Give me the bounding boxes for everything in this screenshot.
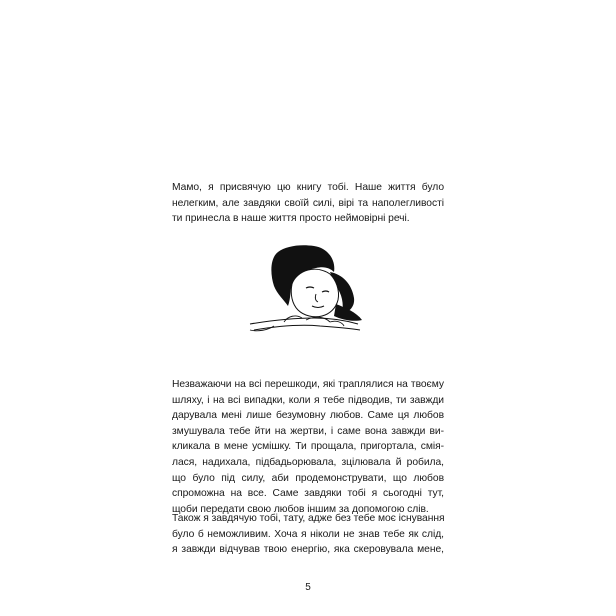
dedication-line: ти принесла в наше життя просто неймовірні речі. xyxy=(172,213,410,225)
paragraph-line: було б неможливим. Хоча я ніколи не знав тебе як слід, xyxy=(172,528,444,540)
paragraph-line: Також я завдячую тобі, тату, адже без тебе моє існування xyxy=(172,513,445,524)
paragraph-line: дарувала мені лише безумовну любов. Саме ця любов xyxy=(172,410,444,422)
dedication-line: нелегким, але завдяки своїй силі, вірі та наполегливості xyxy=(172,197,444,209)
page-number: 5 xyxy=(305,582,311,593)
paragraph-line: шляху, і на всі випадки, коли я тебе підводив, ти завжди xyxy=(172,394,444,406)
body-paragraph-2 xyxy=(172,511,444,558)
body-paragraph-1 xyxy=(172,377,444,517)
paragraph-line: кликала в мене усмішку. Ти прощала, пригортала, смія- xyxy=(172,441,444,453)
woman-resting-head-on-hands-illustration xyxy=(244,238,374,338)
paragraph-line: змушувала тебе йти на жертви, і саме вона завжди ви- xyxy=(172,425,444,437)
paragraph-line: щоби передати свою любов іншим за допомогою слів. xyxy=(172,503,429,515)
dedication-line: Мамо, я присвячую цю книгу тобі. Наше життя було xyxy=(172,182,444,193)
paragraph-line: Незважаючи на всі перешкоди, які траплялися на твоєму xyxy=(172,379,444,390)
paragraph-line: я завжди відчував твою енергію, яка скеровувала мене, xyxy=(172,544,444,556)
paragraph-line: спроможна на все. Саме завдяки тобі я сьогодні тут, xyxy=(172,488,444,500)
dedication-paragraph xyxy=(172,180,444,227)
paragraph-line: лася, надихала, підбадьорювала, зцілювала й робила, xyxy=(172,456,444,468)
paragraph-line: що було під силу, аби продемонструвати, що любов xyxy=(172,472,444,484)
